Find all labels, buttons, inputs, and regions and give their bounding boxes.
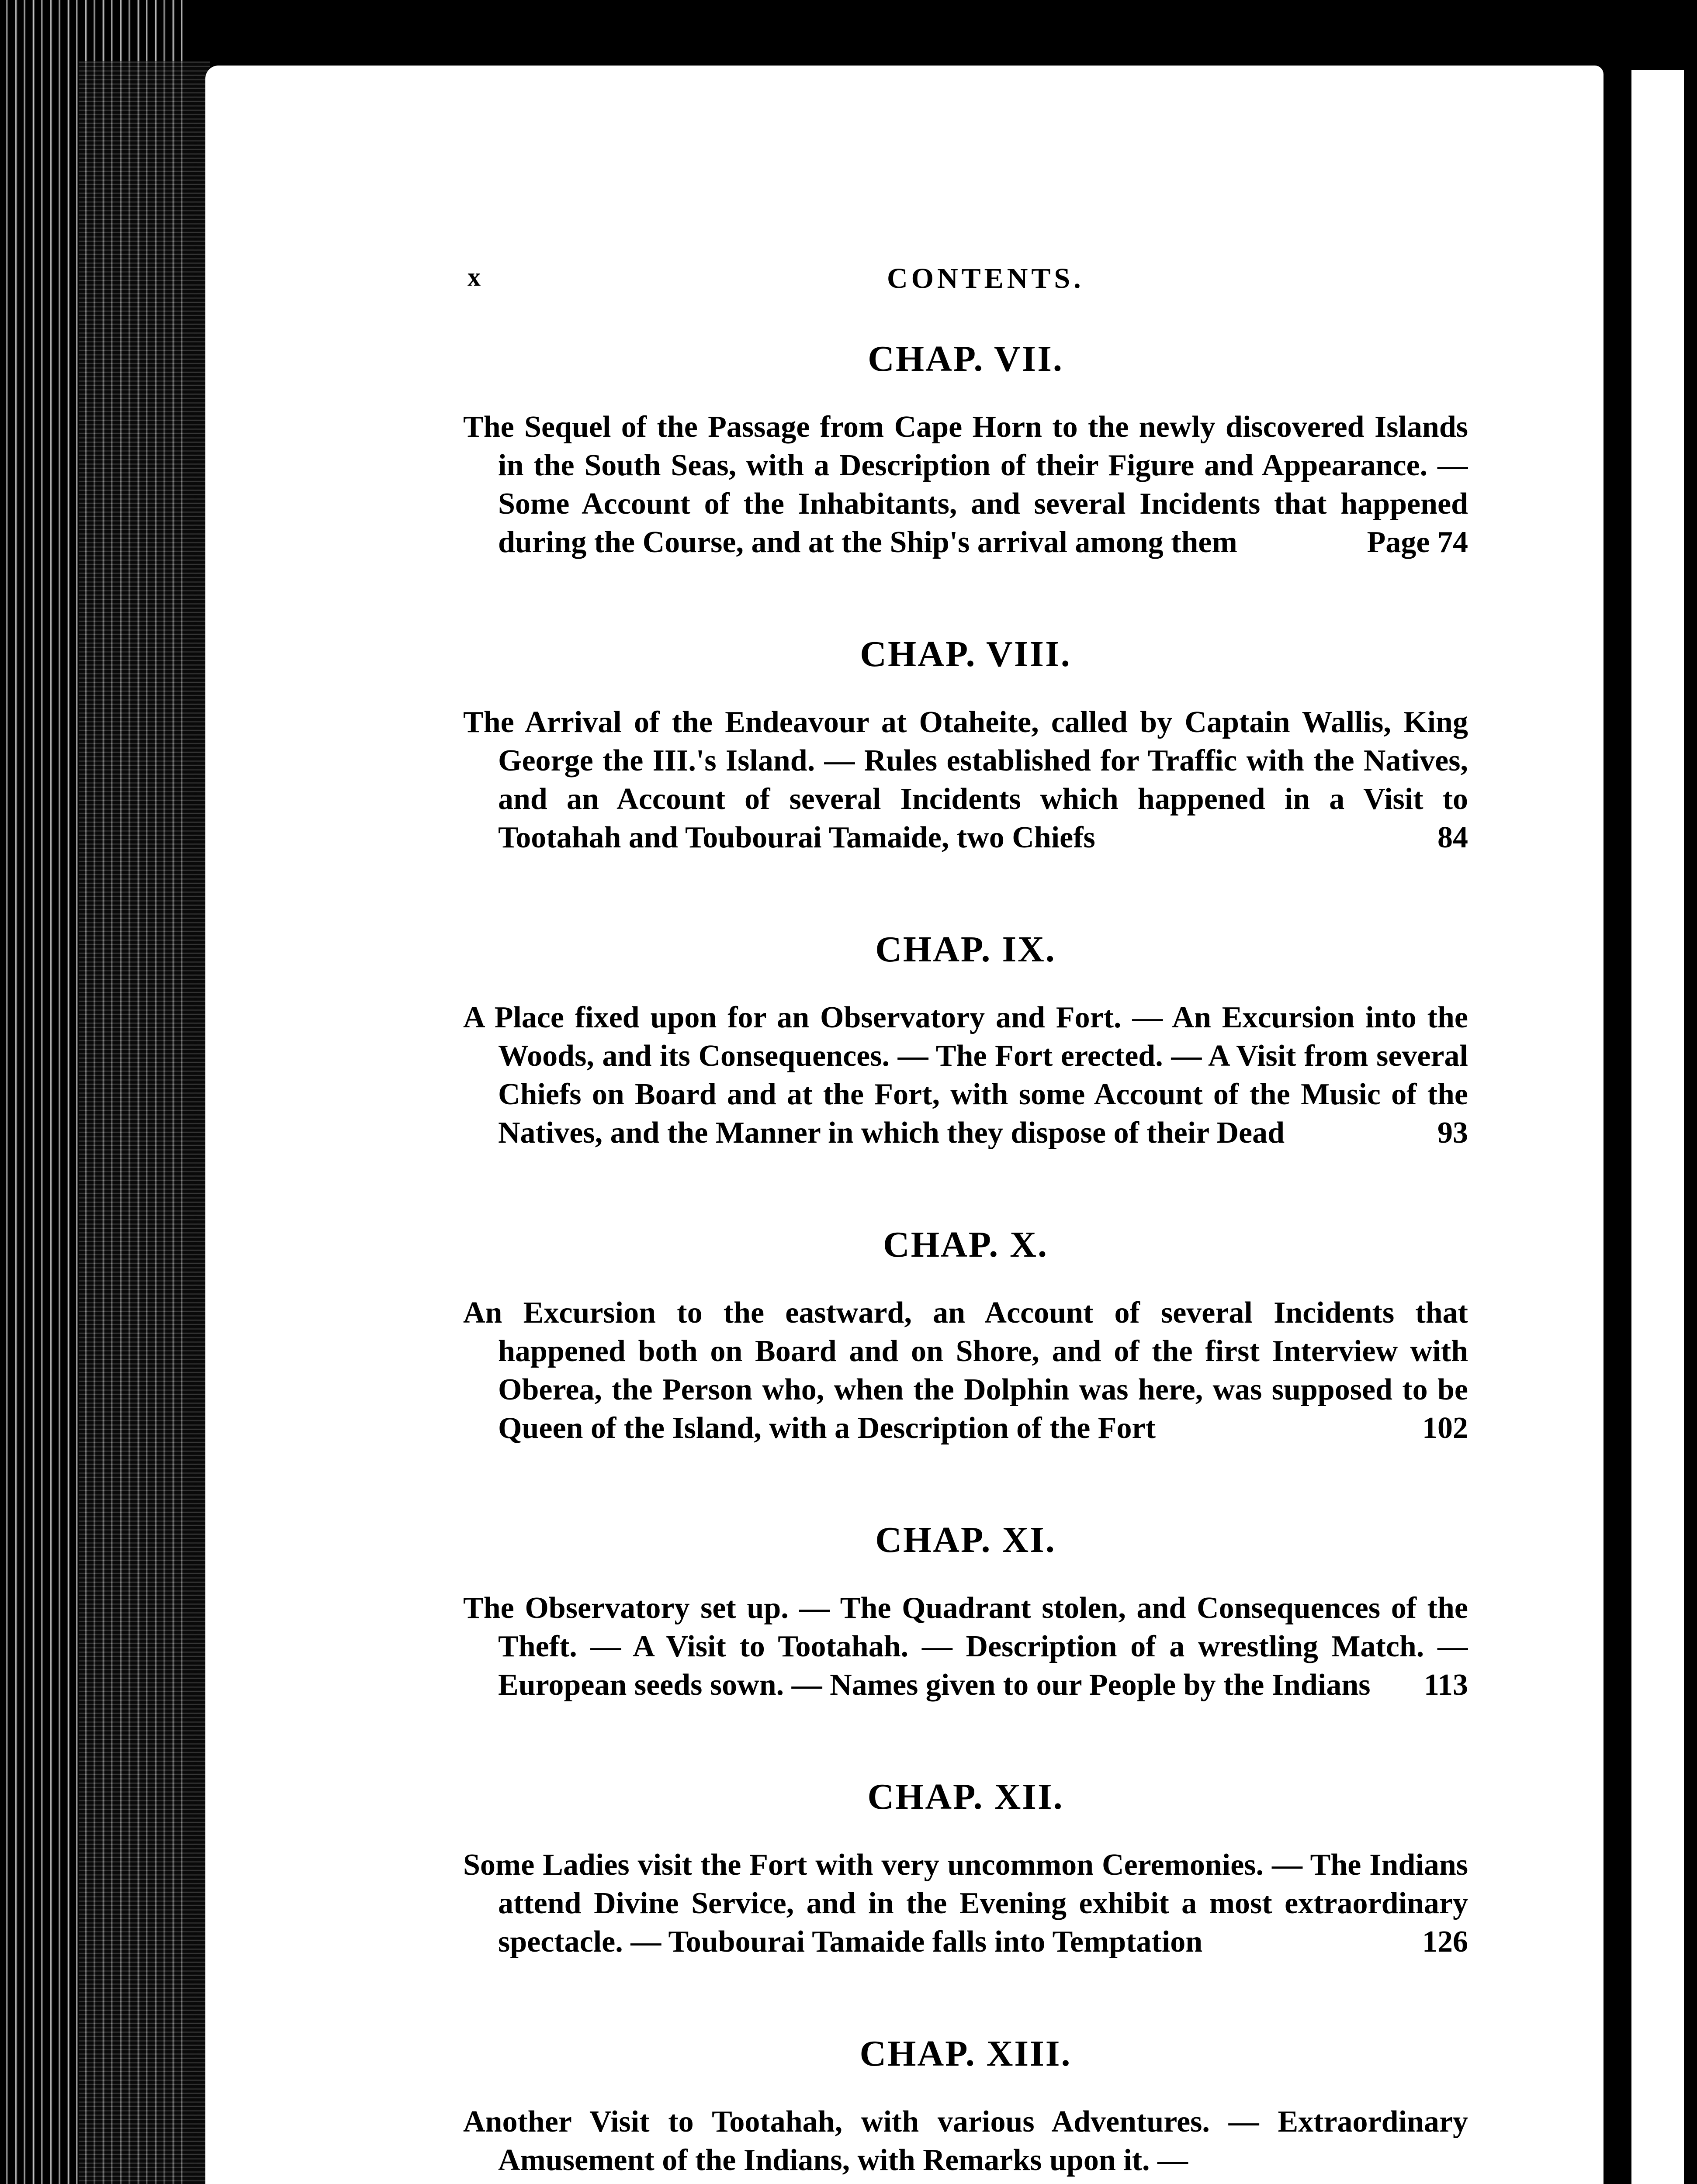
chapter-summary [463,999,1468,1152]
chapter-summary [463,1294,1468,1448]
toc-entry [463,1227,1468,1448]
book-spine-shadow [79,61,210,2184]
chapter-summary-text: The Observatory set up. — The Quadrant stolen, and Consequences of the Theft. — A Visit to Tootahah. — Description of a wrestling Match. — European seeds sown. — Names given to our People by the Indians [463,1591,1468,1702]
chapter-title: CHAP. XI. [875,1522,1056,1560]
chapter-title: CHAP. XII. [867,1779,1064,1817]
chapter-title: CHAP. VIII. [860,636,1071,674]
table-of-contents [463,341,1468,2184]
chapter-title: CHAP. IX. [875,931,1056,970]
chapter-summary-text: Some Ladies visit the Fort with very uncommon Ceremonies. — The Indians attend Divine Service, and in the Evening exhibit a most extraordinary spectacle. — Toubourai Tamaide falls into Temptation [463,1848,1468,1959]
chapter-summary-text: The Sequel of the Passage from Cape Horn to the newly discovered Islands in the South Seas, with a Description of their Figure and Appearance. — Some Account of the Inhabitants, and several Incidents that happened during the Course, and at the Ship's arrival among them [463,410,1468,559]
chapter-summary-text: An Excursion to the eastward, an Account of several Incidents that happened both on Board and on Shore, and of the first Interview with Oberea, the Person who, when the Dolphin was here, was supposed to be Queen of the Island, with a Description of the Fort [463,1296,1468,1445]
chapter-summary [463,1846,1468,1961]
chapter-summary [463,703,1468,857]
chapter-page-number: 84 [1437,821,1468,854]
chapter-summary [463,408,1468,562]
toc-entry [463,2035,1468,2180]
chapter-title: CHAP. X. [883,1227,1048,1265]
chapter-page-number: 113 [1423,1668,1468,1702]
chapter-title: CHAP. VII. [868,341,1063,379]
chapter-summary [463,1589,1468,1704]
chapter-page-number: 102 [1422,1411,1468,1445]
adjacent-page-edge [1631,70,1684,2184]
toc-entry [463,341,1468,562]
chapter-summary-text: Another Visit to Tootahah, with various Adventures. — Extraordinary Amusement of the Indians, with Remarks upon it. — [463,2105,1468,2177]
page-header [468,262,1472,301]
toc-entry [463,1522,1468,1704]
chapter-page-number: 126 [1422,1925,1468,1959]
chapter-page-number: Page 74 [1367,525,1468,559]
chapter-title: CHAP. XIII. [859,2035,1072,2074]
toc-entry [463,1779,1468,1961]
chapter-page-number: 93 [1437,1116,1468,1150]
chapter-summary-text: A Place fixed upon for an Observatory and Fort. — An Excursion into the Woods, and its Consequences. — The Fort erected. — A Visit from several Chiefs on Board and at the Fort, with some Account of the Music of the Natives, and the Manner in which they dispose of their Dead [463,1001,1468,1150]
page-number: x [468,263,481,291]
toc-entry [463,636,1468,857]
running-title: CONTENTS. [887,263,1084,294]
chapter-summary [463,2103,1468,2180]
chapter-summary-text: The Arrival of the Endeavour at Otaheite, called by Captain Wallis, King George the III.'s Island. — Rules established for Traffic with the Natives, and an Account of several Incidents which happened in a Visit to Tootahah and Toubourai Tamaide, two Chiefs [463,705,1468,854]
toc-entry [463,931,1468,1152]
